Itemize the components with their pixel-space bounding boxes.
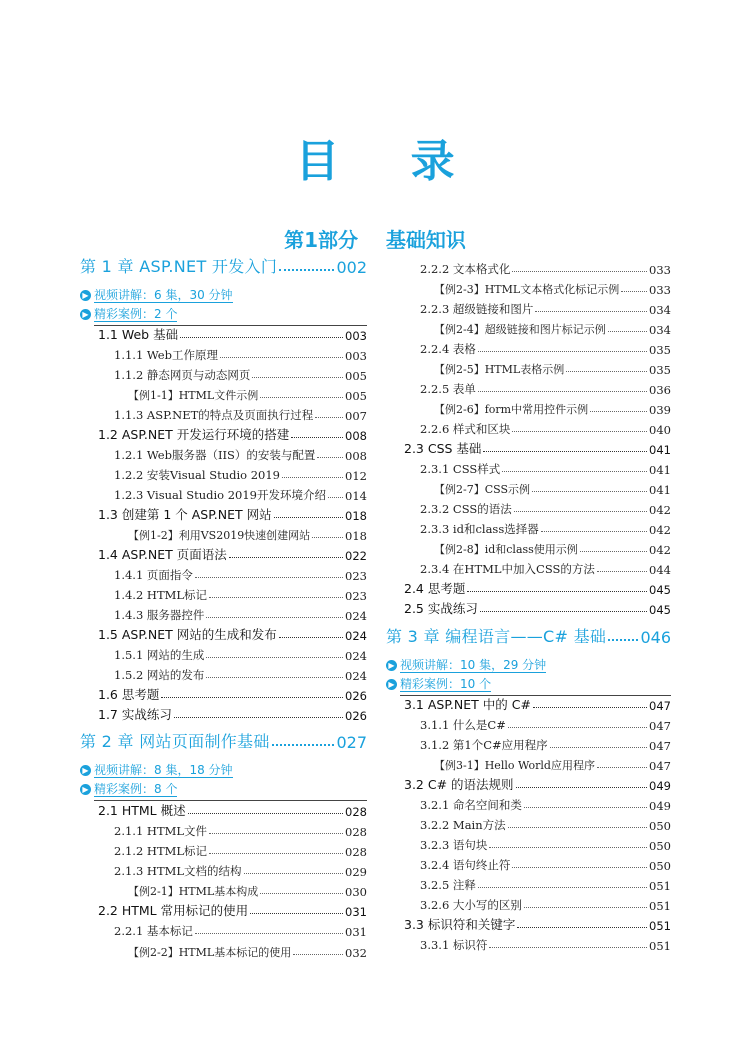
page-number: 049 [649,779,671,793]
entry-title: 2.2.4 表格 [420,342,476,356]
page-number: 022 [345,549,367,563]
entry-title: 2.2.5 表单 [420,382,476,396]
dot-leader [535,311,647,312]
dot-leader [209,833,343,834]
dot-leader [250,913,343,914]
entry-title: 3.2.1 命名空间和类 [420,798,522,812]
dot-leader [502,471,647,472]
subsection-entry[interactable] [386,933,671,953]
dot-leader [489,947,647,948]
play-icon: ▶ [80,290,91,301]
chapter-entry[interactable] [80,728,367,752]
dot-leader [533,707,647,708]
entry-title: 1.5.1 网站的生成 [114,648,205,662]
subsection-entry[interactable] [386,377,671,397]
page-number: 051 [649,879,671,893]
subsection-entry[interactable] [80,663,367,683]
chapter-info-text: 视频讲解：10 集，29 分钟 [400,657,547,672]
entry-title: 2.2.2 文本格式化 [420,262,511,276]
entry-title: 【例1-1】HTML文件示例 [128,389,259,402]
entry-title: 【例2-8】id和class使用示例 [434,543,578,556]
dot-leader [220,357,343,358]
entry-title: 2.3 CSS 基础 [404,441,482,456]
example-entry[interactable] [386,357,671,377]
chapter-info [80,286,367,304]
entry-title: 第 3 章 编程语言——C# 基础 [386,627,607,646]
page-number: 047 [649,719,671,733]
dot-leader [512,431,647,432]
dot-leader [516,787,648,788]
entry-title: 2.1.1 HTML文件 [114,824,208,838]
entry-title: 3.2.4 语句终止符 [420,858,511,872]
dot-leader [272,744,335,746]
page-number: 028 [345,845,367,859]
subsection-entry[interactable] [386,337,671,357]
page-number: 008 [345,429,367,443]
chapter-entry[interactable] [80,253,367,277]
dot-leader [608,639,638,641]
page-number: 002 [336,258,367,277]
divider [94,325,367,326]
dot-leader [244,873,344,874]
dot-leader [608,331,647,332]
dot-leader [317,457,343,458]
entry-title: 1.1.2 静态网页与动态网页 [114,368,251,382]
entry-title: 3.2.3 语句块 [420,838,488,852]
subsection-entry[interactable] [80,483,367,503]
example-entry[interactable] [386,317,671,337]
entry-title: 2.3.3 id和class选择器 [420,522,539,536]
entry-title: 第 2 章 网站页面制作基础 [80,732,270,751]
subsection-entry[interactable] [386,297,671,317]
entry-title: 1.2.2 安装Visual Studio 2019 [114,468,280,482]
dot-leader [291,437,343,438]
dot-leader [188,813,343,814]
entry-title: 3.1.2 第1个C#应用程序 [420,738,548,752]
subsection-entry[interactable] [386,257,671,277]
entry-title: 2.2.1 基本标记 [114,924,193,938]
subsection-entry[interactable] [386,793,671,813]
dot-leader [161,697,343,698]
page-number: 027 [336,733,367,752]
entry-title: 2.1.3 HTML文档的结构 [114,864,242,878]
dot-leader [328,497,343,498]
divider [94,800,367,801]
play-icon: ▶ [80,309,91,320]
dot-leader [209,853,343,854]
page-number: 045 [649,583,671,597]
entry-title: 1.2.3 Visual Studio 2019开发环境介绍 [114,488,326,502]
subsection-entry[interactable] [386,893,671,913]
example-entry[interactable] [80,879,367,899]
page-number: 041 [649,463,671,477]
dot-leader [597,767,647,768]
page-number: 050 [649,819,671,833]
dot-leader [260,893,343,894]
part-title: 第1部分 基础知识 [284,228,466,252]
chapter-entry[interactable] [386,623,671,647]
page-number: 047 [649,759,671,773]
page-number: 033 [649,263,671,277]
entry-title: 3.2.2 Main方法 [420,818,506,832]
dot-leader [312,537,343,538]
entry-title: 2.2.3 超级链接和图片 [420,302,534,316]
page-number: 024 [345,629,367,643]
play-icon: ▶ [80,784,91,795]
chapter-info-text: 精彩案例：8 个 [94,781,178,796]
dot-leader [252,377,343,378]
example-entry[interactable] [386,477,671,497]
chapter-info-text: 视频讲解：6 集，30 分钟 [94,287,233,302]
subsection-entry[interactable] [386,853,671,873]
page-number: 031 [345,925,367,939]
example-entry[interactable] [386,753,671,773]
dot-leader [282,477,343,478]
entry-title: 【例2-2】HTML基本标记的使用 [128,946,292,959]
dot-leader [195,933,343,934]
entry-title: 【例2-4】超级链接和图片标记示例 [434,323,606,336]
page-number: 024 [345,649,367,663]
dot-leader [206,657,343,658]
entry-title: 【例2-6】form中常用控件示例 [434,403,589,416]
subsection-entry[interactable] [386,833,671,853]
entry-title: 1.5.2 网站的发布 [114,668,205,682]
section-entry[interactable] [80,703,367,723]
page-number: 044 [649,563,671,577]
entry-title: 第 1 章 ASP.NET 开发入门 [80,257,278,276]
section-entry[interactable] [80,503,367,523]
dot-leader [532,491,647,492]
dot-leader [478,887,647,888]
subsection-entry[interactable] [386,733,671,753]
entry-title: 3.3.1 标识符 [420,938,488,952]
section-entry[interactable] [386,577,671,597]
dot-leader [508,827,647,828]
page-title: 目 录 [295,136,483,187]
example-entry[interactable] [386,397,671,417]
play-icon: ▶ [386,679,397,690]
page-number: 024 [345,669,367,683]
page-number: 018 [345,529,367,543]
dot-leader [478,391,647,392]
page-number: 014 [345,489,367,503]
page-number: 051 [649,899,671,913]
page-number: 040 [649,423,671,437]
subsection-entry[interactable] [80,643,367,663]
page-number: 026 [345,709,367,723]
page-number: 046 [640,628,671,647]
entry-title: 3.3 标识符和关键字 [404,917,516,932]
chapter-info [80,761,367,779]
subsection-entry[interactable] [80,403,367,423]
page-number: 032 [345,946,367,960]
entry-title: 3.1.1 什么是C# [420,718,506,732]
chapter-info [80,305,367,323]
example-entry[interactable] [80,940,367,960]
entry-title: 1.4.1 页面指令 [114,568,193,582]
page-number: 008 [345,449,367,463]
page-number: 042 [649,543,671,557]
page-number: 045 [649,603,671,617]
page-number: 049 [649,799,671,813]
page-number: 005 [345,369,367,383]
section-entry[interactable] [386,913,671,933]
dot-leader [315,417,343,418]
entry-title: 2.3.1 CSS样式 [420,462,501,476]
page-number: 047 [649,699,671,713]
page-number: 033 [649,283,671,297]
dot-leader [517,927,647,928]
entry-title: 1.4 ASP.NET 页面语法 [98,547,227,562]
dot-leader [480,611,647,612]
subsection-entry[interactable] [80,343,367,363]
subsection-entry[interactable] [80,563,367,583]
entry-title: 3.1 ASP.NET 中的 C# [404,697,531,712]
section-entry[interactable] [386,773,671,793]
subsection-entry[interactable] [386,713,671,733]
entry-title: 1.1.1 Web工作原理 [114,348,218,362]
entry-title: 1.5 ASP.NET 网站的生成和发布 [98,627,277,642]
subsection-entry[interactable] [80,443,367,463]
dot-leader [195,577,343,578]
entry-title: 2.5 实战练习 [404,601,478,616]
page-number: 034 [649,323,671,337]
dot-leader [590,411,647,412]
section-entry[interactable] [80,423,367,443]
dot-leader [508,727,647,728]
chapter-info-text: 精彩案例：2 个 [94,306,178,321]
page-number: 026 [345,689,367,703]
subsection-entry[interactable] [386,517,671,537]
page-number: 031 [345,905,367,919]
dot-leader [524,907,647,908]
page-number: 035 [649,363,671,377]
dot-leader [260,397,343,398]
entry-title: 2.4 思考题 [404,581,466,596]
entry-title: 2.3.2 CSS的语法 [420,502,512,516]
page-number: 041 [649,483,671,497]
subsection-entry[interactable] [80,463,367,483]
entry-title: 3.2 C# 的语法规则 [404,777,514,792]
section-entry[interactable] [80,323,367,343]
dot-leader [597,571,647,572]
example-entry[interactable] [386,537,671,557]
subsection-entry[interactable] [80,859,367,879]
dot-leader [279,269,334,271]
page-number: 012 [345,469,367,483]
page-number: 024 [345,609,367,623]
entry-title: 2.2 HTML 常用标记的使用 [98,903,249,918]
section-entry[interactable] [80,683,367,703]
page-number: 030 [345,885,367,899]
entry-title: 1.2.1 Web服务器（IIS）的安装与配置 [114,448,316,462]
entry-title: 【例2-1】HTML基本构成 [128,885,259,898]
entry-title: 【例2-7】CSS示例 [434,483,531,496]
section-entry[interactable] [80,623,367,643]
page-number: 029 [345,865,367,879]
page-number: 034 [649,303,671,317]
dot-leader [566,371,647,372]
entry-title: 2.3.4 在HTML中加入CSS的方法 [420,562,595,576]
page-number: 005 [345,389,367,403]
entry-title: 3.2.5 注释 [420,878,476,892]
chapter-info [386,675,671,693]
subsection-entry[interactable] [80,363,367,383]
entry-title: 3.2.6 大小写的区别 [420,898,522,912]
page-number: 042 [649,523,671,537]
page-number: 028 [345,805,367,819]
entry-title: 【例2-3】HTML文本格式化标记示例 [434,283,620,296]
page-number: 039 [649,403,671,417]
dot-leader [467,591,647,592]
section-entry[interactable] [80,799,367,819]
dot-leader [206,617,343,618]
dot-leader [180,337,343,338]
subsection-entry[interactable] [80,583,367,603]
chapter-info-text: 精彩案例：10 个 [400,676,492,691]
subsection-entry[interactable] [386,417,671,437]
page-number: 035 [649,343,671,357]
example-entry[interactable] [80,523,367,543]
dot-leader [541,531,647,532]
section-entry[interactable] [386,693,671,713]
dot-leader [478,351,647,352]
subsection-entry[interactable] [386,457,671,477]
dot-leader [229,557,343,558]
chapter-info-text: 视频讲解：8 集，18 分钟 [94,762,233,777]
page-number: 041 [649,443,671,457]
subsection-entry[interactable] [386,813,671,833]
dot-leader [174,717,343,718]
example-entry[interactable] [386,277,671,297]
subsection-entry[interactable] [386,497,671,517]
dot-leader [293,954,343,955]
entry-title: 【例2-5】HTML表格示例 [434,363,565,376]
divider [400,695,671,696]
section-entry[interactable] [80,899,367,919]
entry-title: 1.4.2 HTML标记 [114,588,208,602]
dot-leader [512,867,647,868]
play-icon: ▶ [80,765,91,776]
page-number: 042 [649,503,671,517]
entry-title: 【例1-2】利用VS2019快速创建网站 [128,529,311,542]
dot-leader [514,511,647,512]
dot-leader [209,597,343,598]
subsection-entry[interactable] [80,819,367,839]
subsection-entry[interactable] [386,873,671,893]
page-number: 050 [649,859,671,873]
section-entry[interactable] [386,597,671,617]
play-icon: ▶ [386,660,397,671]
example-entry[interactable] [80,383,367,403]
dot-leader [524,807,647,808]
section-entry[interactable] [386,437,671,457]
page-number: 003 [345,349,367,363]
page-number: 047 [649,739,671,753]
entry-title: 1.7 实战练习 [98,707,172,722]
page-number: 051 [649,919,671,933]
dot-leader [206,677,343,678]
dot-leader [580,551,647,552]
page-number: 007 [345,409,367,423]
dot-leader [550,747,647,748]
subsection-entry[interactable] [80,919,367,939]
entry-title: 1.1.3 ASP.NET的特点及页面执行过程 [114,408,314,422]
page-number: 051 [649,939,671,953]
page-number: 036 [649,383,671,397]
chapter-info [80,780,367,798]
subsection-entry[interactable] [80,839,367,859]
entry-title: 2.1 HTML 概述 [98,803,186,818]
page-number: 003 [345,329,367,343]
entry-title: 【例3-1】Hello World应用程序 [434,759,595,772]
page-number: 018 [345,509,367,523]
page-number: 023 [345,589,367,603]
subsection-entry[interactable] [386,557,671,577]
dot-leader [489,847,647,848]
dot-leader [512,271,647,272]
entry-title: 2.2.6 样式和区块 [420,422,511,436]
entry-title: 2.1.2 HTML标记 [114,844,208,858]
entry-title: 1.3 创建第 1 个 ASP.NET 网站 [98,507,272,522]
entry-title: 1.6 思考题 [98,687,160,702]
entry-title: 1.4.3 服务器控件 [114,608,205,622]
entry-title: 1.2 ASP.NET 开发运行环境的搭建 [98,427,290,442]
dot-leader [621,291,647,292]
page-number: 023 [345,569,367,583]
chapter-info [386,656,671,674]
section-entry[interactable] [80,543,367,563]
subsection-entry[interactable] [80,603,367,623]
dot-leader [279,637,343,638]
dot-leader [483,451,647,452]
dot-leader [274,517,343,518]
page-number: 028 [345,825,367,839]
page-number: 050 [649,839,671,853]
entry-title: 1.1 Web 基础 [98,327,179,342]
